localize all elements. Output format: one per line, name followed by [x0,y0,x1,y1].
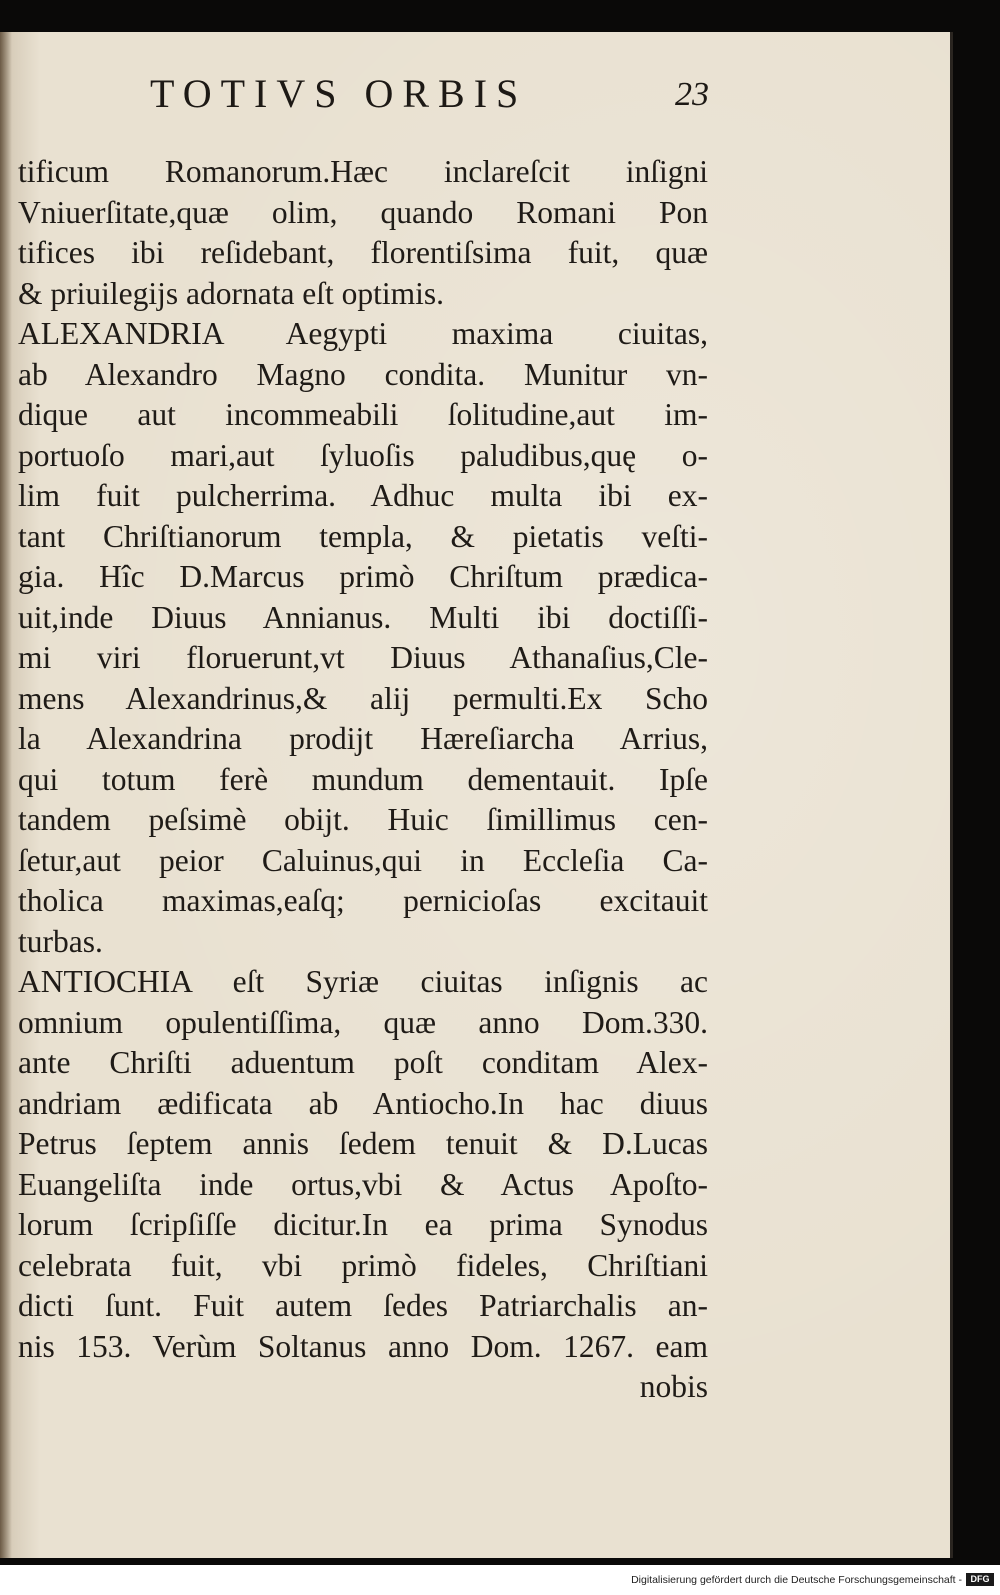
text-line: portuoſo mari,aut ſyluoſis paludibus,quę o- [18,437,708,473]
text-line: Euangeliſta inde ortus,vbi & Actus Apoſto- [18,1166,708,1202]
text-line: dicti ſunt. Fuit autem ſedes Patriarchalis an- [18,1288,708,1323]
text-line: & priuilegijs adornata eſt optimis. [18,275,445,311]
text-line: omnium opulentiſſima, quæ anno Dom.330. [18,1004,708,1040]
text-line: ANTIOCHIA eſt Syriæ ciuitas inſignis ac [18,964,708,999]
body-text [18,152,708,1408]
text-line: la Alexandrina prodijt Hæreſiarcha Arrius, [18,721,708,756]
text-line: dique aut incommeabili ſolitudine,aut im- [18,397,708,432]
text-line: ſetur,aut peior Caluinus,qui in Eccleſia Ca- [18,842,708,878]
page-gutter-shadow [0,32,12,1558]
text-line: tandem peſsimè obijt. Huic ſimillimus cen- [18,802,708,837]
text-line: andriam ædificata ab Antiocho.In hac diuus [18,1085,708,1121]
text-line: celebrata fuit, vbi primò fideles, Chriſtiani [18,1247,708,1283]
text-line: tificum Romanorum.Hæc inclareſcit inſigni [18,154,708,189]
text-line: mi viri floruerunt,vt Diuus Athanaſius,Cle- [18,640,708,675]
text-line: mens Alexandrinus,& alij permulti.Ex Scho [18,680,708,716]
book-page [0,32,953,1558]
text-line: uit,inde Diuus Annianus. Multi ibi doctiſſi- [18,599,708,635]
digitization-footer [0,1565,1000,1595]
text-line: gia. Hîc D.Marcus primò Chriſtum prædica- [18,559,708,594]
text-line: ante Chriſti aduentum poſt conditam Alex- [18,1045,708,1080]
funding-credit: Digitalisierung gefördert durch die Deutsche Forschungsgemeinschaft - [631,1574,962,1586]
catchword: nobis [639,1369,708,1404]
running-title: TOTIVS ORBIS [150,71,528,116]
text-line: nis 153. Verùm Soltanus anno Dom. 1267. eam [18,1328,708,1364]
text-line: ab Alexandro Magno condita. Munitur vn- [18,356,708,392]
text-line: lim fuit pulcherrima. Adhuc multa ibi ex- [18,478,708,513]
text-line: turbas. [18,923,103,959]
page-header [0,70,950,120]
text-line: Petrus ſeptem annis ſedem tenuit & D.Lucas [18,1126,708,1161]
text-line: lorum ſcripſiſſe dicitur.In ea prima Synodus [18,1207,708,1242]
text-line: ALEXANDRIA Aegypti maxima ciuitas, [18,316,708,351]
dfg-logo: DFG [966,1573,994,1586]
text-line: tifices ibi reſidebant, florentiſsima fuit, quæ [18,235,708,270]
page-number: 23 [675,76,709,113]
text-line: Vniuerſitate,quæ olim, quando Romani Pon [18,194,708,230]
text-line: tholica maximas,eaſq; pernicioſas excitauit [18,883,708,918]
text-line: tant Chriſtianorum templa, & pietatis veſti- [18,518,708,554]
text-line: qui totum ferè mundum dementauit. Ipſe [18,761,708,797]
scan-background [0,1558,1000,1565]
